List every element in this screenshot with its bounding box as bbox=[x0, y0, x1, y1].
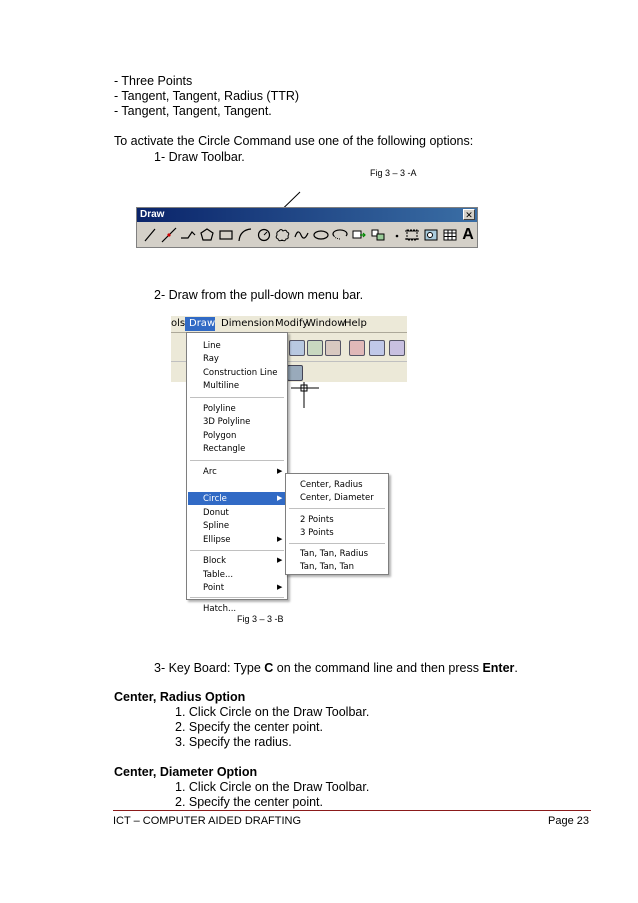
option-pull-down-menu: 2- Draw from the pull-down menu bar. bbox=[154, 288, 364, 302]
ellipse-icon[interactable] bbox=[312, 225, 330, 245]
menu-item-point[interactable]: Point bbox=[203, 583, 225, 593]
section-heading-center-radius: Center, Radius Option bbox=[114, 690, 246, 704]
submenu-item-3-points[interactable]: 3 Points bbox=[300, 528, 334, 538]
menu-separator bbox=[190, 550, 284, 551]
submenu-item-center-radius[interactable]: Center, Radius bbox=[300, 480, 363, 490]
submenu-item-tan-tan-radius[interactable]: Tan, Tan, Radius bbox=[300, 549, 369, 559]
submenu-arrow-icon: ▶ bbox=[277, 495, 283, 502]
menu-item-table[interactable]: Table... bbox=[203, 570, 234, 580]
region-icon[interactable] bbox=[422, 225, 440, 245]
submenu-item-2-points[interactable]: 2 Points bbox=[300, 515, 334, 525]
option-keyboard-mid: on the command line and then press bbox=[273, 661, 483, 675]
footer-title: ICT – COMPUTER AIDED DRAFTING bbox=[113, 815, 302, 827]
step-item: 3. Specify the radius. bbox=[175, 735, 292, 749]
option-keyboard-enter: Enter bbox=[482, 661, 515, 675]
line-icon[interactable] bbox=[141, 225, 159, 245]
menu-window[interactable]: Window bbox=[306, 318, 346, 329]
pull-down-menu-screenshot bbox=[171, 316, 407, 614]
menu-item-circle[interactable]: Circle bbox=[203, 494, 227, 504]
menu-separator bbox=[190, 597, 284, 598]
footer-divider bbox=[113, 810, 591, 811]
option-draw-toolbar: 1- Draw Toolbar. bbox=[154, 150, 245, 164]
menu-item-hatch[interactable]: Hatch... bbox=[203, 604, 237, 614]
option-keyboard-key: C bbox=[264, 661, 274, 675]
menu-separator bbox=[289, 543, 385, 544]
section-heading-center-diameter: Center, Diameter Option bbox=[114, 765, 258, 779]
figure-caption-b: Fig 3 – 3 -B bbox=[237, 614, 284, 624]
menu-separator bbox=[190, 460, 284, 461]
menu-help[interactable]: Help bbox=[344, 318, 367, 329]
table-icon[interactable] bbox=[441, 225, 459, 245]
zoom-realtime-icon[interactable] bbox=[289, 340, 305, 356]
zoom-previous-icon[interactable] bbox=[325, 340, 341, 356]
option-keyboard-pre: 3- Key Board: Type bbox=[154, 661, 265, 675]
submenu-item-center-diameter[interactable]: Center, Diameter bbox=[300, 493, 374, 503]
tool-palettes-icon[interactable] bbox=[389, 340, 405, 356]
step-item: 2. Specify the center point. bbox=[175, 795, 324, 809]
list-item-ttr: - Tangent, Tangent, Radius (TTR) bbox=[114, 89, 300, 103]
arc-icon[interactable] bbox=[236, 225, 254, 245]
properties-icon[interactable] bbox=[349, 340, 365, 356]
close-icon[interactable]: ✕ bbox=[463, 209, 475, 220]
option-keyboard-end: . bbox=[514, 661, 518, 675]
submenu-arrow-icon: ▶ bbox=[277, 468, 283, 475]
crosshair-cursor-icon bbox=[291, 382, 321, 412]
menu-item-ray[interactable]: Ray bbox=[203, 354, 219, 364]
menu-item-block[interactable]: Block bbox=[203, 556, 226, 566]
menu-draw[interactable]: Draw bbox=[189, 318, 216, 329]
ellipse-arc-icon[interactable] bbox=[331, 225, 349, 245]
intro-text: To activate the Circle Command use one of the following options: bbox=[114, 134, 474, 148]
list-item-ttt: - Tangent, Tangent, Tangent. bbox=[114, 104, 272, 118]
spline-icon[interactable] bbox=[293, 225, 311, 245]
option-keyboard bbox=[154, 661, 518, 676]
circle-icon[interactable] bbox=[255, 225, 273, 245]
figure-caption-a: Fig 3 – 3 -A bbox=[370, 168, 417, 178]
menu-separator bbox=[190, 397, 284, 398]
multiline-text-icon[interactable]: A bbox=[462, 226, 474, 243]
draw-dropdown-menu bbox=[186, 332, 288, 614]
draw-toolbar bbox=[136, 207, 478, 248]
rectangle-icon[interactable] bbox=[217, 225, 235, 245]
layer-icon[interactable] bbox=[287, 365, 303, 381]
submenu-arrow-icon: ▶ bbox=[277, 536, 283, 543]
step-item: 2. Specify the center point. bbox=[175, 720, 324, 734]
zoom-window-icon[interactable] bbox=[307, 340, 323, 356]
menu-item-construction-line[interactable]: Construction Line bbox=[203, 368, 278, 378]
menu-item-ellipse[interactable]: Ellipse bbox=[203, 535, 231, 545]
menu-item-arc[interactable]: Arc bbox=[203, 467, 217, 477]
design-center-icon[interactable] bbox=[369, 340, 385, 356]
menu-item-spline[interactable]: Spline bbox=[203, 521, 230, 531]
submenu-arrow-icon: ▶ bbox=[277, 584, 283, 591]
menu-item-polygon[interactable]: Polygon bbox=[203, 431, 237, 441]
make-block-icon[interactable] bbox=[369, 225, 387, 245]
menu-item-3d-polyline[interactable]: 3D Polyline bbox=[203, 417, 251, 427]
menu-item-multiline[interactable]: Multiline bbox=[203, 381, 240, 391]
submenu-arrow-icon: ▶ bbox=[277, 557, 283, 564]
page-number: Page 23 bbox=[548, 815, 589, 827]
menu-tools[interactable]: ols bbox=[171, 318, 186, 329]
polyline-icon[interactable] bbox=[179, 225, 197, 245]
menu-item-line[interactable]: Line bbox=[203, 341, 221, 351]
step-item: 1. Click Circle on the Draw Toolbar. bbox=[175, 780, 370, 794]
circle-submenu bbox=[285, 473, 389, 575]
menu-item-polyline[interactable]: Polyline bbox=[203, 404, 236, 414]
menu-modify[interactable]: Modify bbox=[275, 318, 309, 329]
menu-item-donut[interactable]: Donut bbox=[203, 508, 229, 518]
hatch-icon[interactable] bbox=[403, 225, 421, 245]
insert-block-icon[interactable] bbox=[350, 225, 368, 245]
menu-dimension[interactable]: Dimension bbox=[221, 318, 275, 329]
polygon-icon[interactable] bbox=[198, 225, 216, 245]
menu-separator bbox=[289, 508, 385, 509]
step-item: 1. Click Circle on the Draw Toolbar. bbox=[175, 705, 370, 719]
menu-item-rectangle[interactable]: Rectangle bbox=[203, 444, 246, 454]
submenu-item-tan-tan-tan[interactable]: Tan, Tan, Tan bbox=[300, 562, 354, 572]
construction-line-icon[interactable] bbox=[160, 225, 178, 245]
list-item-three-points: - Three Points bbox=[114, 74, 193, 88]
toolbar-title: Draw bbox=[137, 208, 477, 222]
revision-cloud-icon[interactable] bbox=[274, 225, 292, 245]
